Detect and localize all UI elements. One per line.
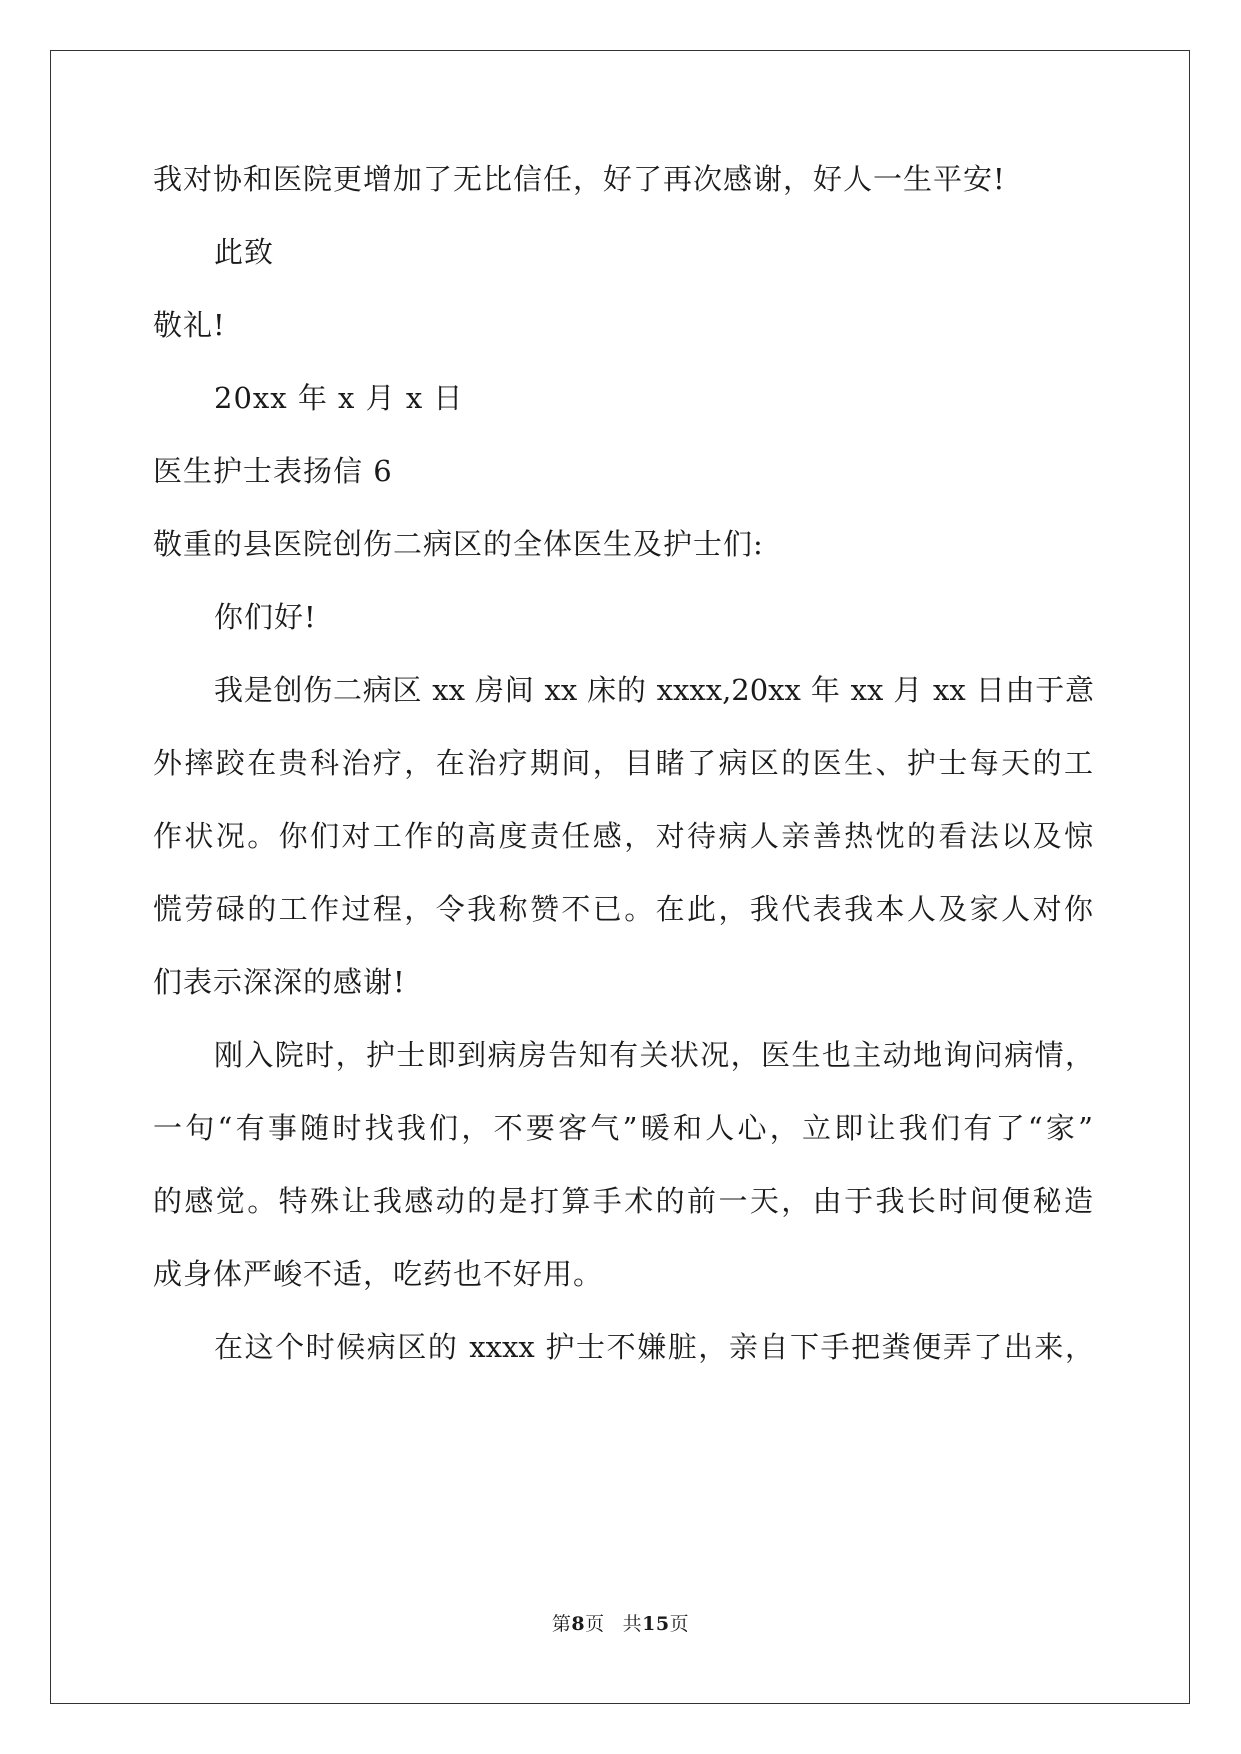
page-footer bbox=[0, 1612, 1241, 1636]
paragraph-2-line-3: 的感觉。特殊让我感动的是打算手术的前一天，由于我长时间便秘造 bbox=[153, 1184, 1093, 1218]
closing-regards: 敬礼! bbox=[153, 308, 226, 342]
body-line-1: 我对协和医院更增加了无比信任，好了再次感谢，好人一生平安! bbox=[153, 162, 1006, 196]
total-prefix: 共 bbox=[622, 1613, 643, 1635]
paragraph-2-line-4: 成身体严峻不适，吃药也不好用。 bbox=[153, 1257, 604, 1291]
letter-date: 20xx 年 x 月 x 日 bbox=[214, 381, 464, 415]
page-current: 8 bbox=[571, 1613, 586, 1635]
page-border bbox=[50, 50, 1190, 1704]
section-title: 医生护士表扬信 6 bbox=[153, 454, 393, 488]
paragraph-1-line-1: 我是创伤二病区 xx 房间 xx 床的 xxxx,20xx 年 xx 月 xx 日由于意 bbox=[214, 673, 1094, 707]
paragraph-1-line-3: 作状况。你们对工作的高度责任感，对待病人亲善热忱的看法以及惊 bbox=[153, 819, 1093, 853]
paragraph-3-line-1: 在这个时候病区的 xxxx 护士不嫌脏，亲自下手把粪便弄了出来， bbox=[214, 1330, 1094, 1364]
letter-greeting: 你们好! bbox=[214, 600, 317, 634]
page-unit: 页 bbox=[585, 1613, 605, 1635]
paragraph-2-line-1: 刚入院时，护士即到病房告知有关状况，医生也主动地询问病情， bbox=[214, 1038, 1094, 1072]
total-unit: 页 bbox=[669, 1613, 690, 1635]
page-prefix: 第 bbox=[551, 1613, 572, 1635]
paragraph-1-line-5: 们表示深深的感谢! bbox=[153, 965, 406, 999]
closing-salutation: 此致 bbox=[214, 235, 275, 269]
paragraph-2-line-2: 一句“有事随时找我们，不要客气”暖和人心，立即让我们有了“家” bbox=[153, 1111, 1093, 1145]
paragraph-1-line-4: 慌劳碌的工作过程，令我称赞不已。在此，我代表我本人及家人对你 bbox=[153, 892, 1093, 926]
page-total: 15 bbox=[642, 1613, 670, 1635]
paragraph-1-line-2: 外摔跤在贵科治疗，在治疗期间，目睹了病区的医生、护士每天的工 bbox=[153, 746, 1093, 780]
letter-addressee: 敬重的县医院创伤二病区的全体医生及护士们: bbox=[153, 527, 764, 561]
